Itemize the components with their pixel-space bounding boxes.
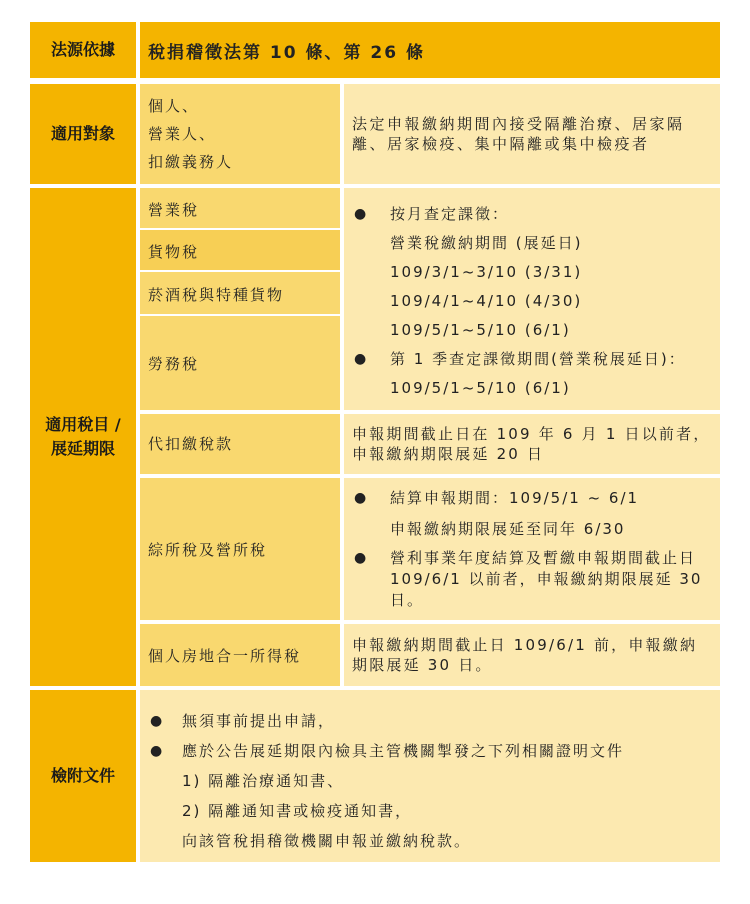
schedule-period: 109/5/1~5/10 (6/1)	[390, 321, 571, 339]
tax-commodity: 貨物稅	[140, 230, 340, 270]
target-condition: 法定申報繳納期間內接受隔離治療、居家隔離、居家檢疫、集中隔離或集中檢疫者	[344, 84, 720, 184]
schedule-period: 109/4/1~4/10 (4/30)	[390, 292, 583, 310]
tax-items-label-text: 適用稅目 / 展延期限	[45, 415, 121, 458]
law-basis-value: 稅捐稽徵法第 10 條、第 26 條	[140, 22, 720, 78]
tax-house-land: 個人房地合一所得稅	[140, 624, 340, 686]
bullet-annual-filing: ● 結算申報期間：109/5/1 ~ 6/1	[354, 489, 640, 507]
bullet-corporate-filing: ● 營利事業年度結算及暫繳申報期間截止日 109/6/1 以前者，申報繳納期限展延 30 日。	[354, 549, 703, 609]
tax-service: 勞務稅	[140, 316, 340, 410]
annual-filing-extension: 申報繳納期限展延至同年 6/30	[390, 520, 626, 538]
target-persons	[140, 84, 340, 184]
bullet-icon: ●	[354, 550, 369, 566]
target-person-business: 營業人、	[148, 125, 217, 143]
income-tax-schedule	[344, 478, 720, 620]
bullet-icon: ●	[354, 351, 369, 367]
document-item-quarantine: 2) 隔離通知書或檢疫通知書，	[182, 802, 413, 820]
bullet-icon: ●	[354, 490, 369, 506]
document-item-treatment: 1) 隔離治療通知書、	[182, 772, 345, 790]
bullet-icon: ●	[354, 206, 369, 222]
tax-tobacco-alcohol: 菸酒稅與特種貨物	[140, 272, 340, 314]
law-basis-label: 法源依據	[30, 22, 136, 78]
bullet-submit-documents: ● 應於公告展延期限內檢具主管機關掣發之下列相關證明文件	[140, 736, 712, 766]
tax-items-label	[30, 188, 136, 686]
quarterly-period: 109/5/1~5/10 (6/1)	[390, 379, 571, 397]
tax-withholding: 代扣繳稅款	[140, 414, 340, 474]
schedule-subtitle: 營業稅繳納期間 (展延日)	[390, 234, 583, 252]
bullet-icon: ●	[150, 743, 165, 759]
bullet-quarterly: ● 第 1 季查定課徵期間(營業稅展延日)：	[344, 345, 714, 374]
house-land-desc: 申報繳納期間截止日 109/6/1 前，申報繳納期限展延 30 日。	[344, 624, 720, 686]
attachments-closing: 向該管稅捐稽徵機關申報並繳納稅款。	[182, 832, 472, 850]
tax-business: 營業稅	[140, 188, 340, 228]
schedule-period: 109/3/1~3/10 (3/31)	[390, 263, 583, 281]
target-person-withholder: 扣繳義務人	[148, 153, 234, 171]
target-person-individual: 個人、	[148, 97, 200, 115]
bullet-monthly: ● 按月查定課徵：	[344, 200, 714, 229]
target-label: 適用對象	[30, 84, 136, 184]
bullet-icon: ●	[150, 713, 165, 729]
attachments-content	[140, 690, 720, 862]
attachments-label: 檢附文件	[30, 690, 136, 862]
bullet-no-application: ● 無須事前提出申請，	[140, 706, 712, 736]
tax-income: 綜所稅及營所稅	[140, 478, 340, 620]
business-tax-schedule	[344, 188, 720, 410]
withholding-desc: 申報期間截止日在 109 年 6 月 1 日以前者，申報繳納期限展延 20 日	[344, 414, 720, 474]
